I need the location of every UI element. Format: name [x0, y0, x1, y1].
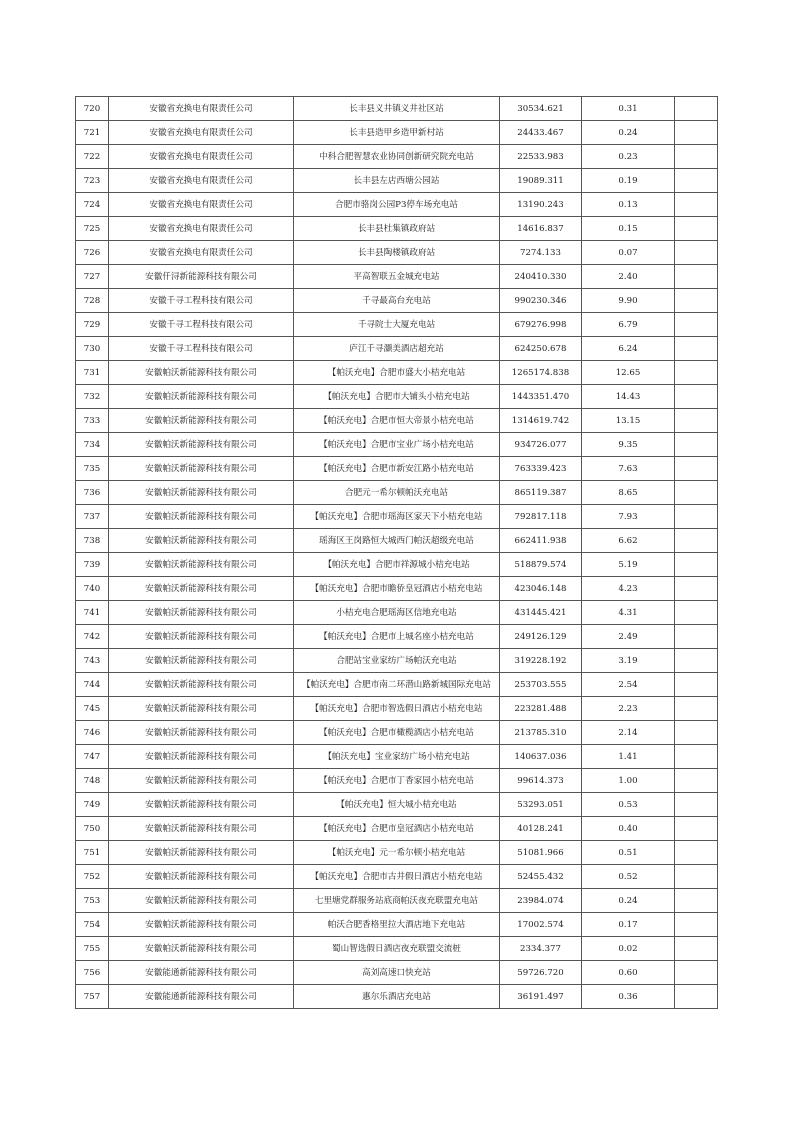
station-cell: 【帕沃充电】合肥市瞻侨皇冠酒店小桔充电站	[294, 577, 500, 601]
station-cell: 七里塘党群服务站底商帕沃夜充联盟充电站	[294, 889, 500, 913]
value-cell: 249126.129	[500, 625, 582, 649]
value-cell: 40128.241	[500, 817, 582, 841]
station-cell: 【帕沃充电】合肥市古井假日酒店小桔充电站	[294, 865, 500, 889]
station-cell: 长丰县陶楼镇政府站	[294, 241, 500, 265]
company-cell: 安徽帕沃新能源科技有限公司	[109, 865, 294, 889]
company-cell: 安徽帕沃新能源科技有限公司	[109, 889, 294, 913]
value-cell: 792817.118	[500, 505, 582, 529]
value-cell: 1314619.742	[500, 409, 582, 433]
share-cell: 7.63	[582, 457, 675, 481]
table-row	[76, 577, 718, 601]
row-number-cell: 728	[76, 289, 109, 313]
station-cell: 【帕沃充电】合肥市宝业广场小桔充电站	[294, 433, 500, 457]
share-cell: 14.43	[582, 385, 675, 409]
company-cell: 安徽帕沃新能源科技有限公司	[109, 817, 294, 841]
company-cell: 安徽帕沃新能源科技有限公司	[109, 913, 294, 937]
share-cell: 4.31	[582, 601, 675, 625]
share-cell: 4.23	[582, 577, 675, 601]
share-cell: 9.35	[582, 433, 675, 457]
row-number-cell: 745	[76, 697, 109, 721]
table-row	[76, 361, 718, 385]
row-number-cell: 740	[76, 577, 109, 601]
company-cell: 安徽千寻工程科技有限公司	[109, 289, 294, 313]
station-cell: 【帕沃充电】合肥市大铺头小桔充电站	[294, 385, 500, 409]
table-row	[76, 265, 718, 289]
table-row	[76, 193, 718, 217]
empty-cell	[675, 793, 718, 817]
row-number-cell: 731	[76, 361, 109, 385]
value-cell: 1265174.838	[500, 361, 582, 385]
table-row	[76, 649, 718, 673]
share-cell: 0.36	[582, 985, 675, 1009]
value-cell: 53293.051	[500, 793, 582, 817]
table-row	[76, 697, 718, 721]
station-cell: 惠尔乐酒店充电站	[294, 985, 500, 1009]
empty-cell	[675, 817, 718, 841]
share-cell: 6.24	[582, 337, 675, 361]
row-number-cell: 737	[76, 505, 109, 529]
station-table	[75, 96, 718, 1009]
share-cell: 2.49	[582, 625, 675, 649]
row-number-cell: 755	[76, 937, 109, 961]
station-cell: 中科合肥智慧农业协同创新研究院充电站	[294, 145, 500, 169]
table-row	[76, 673, 718, 697]
row-number-cell: 739	[76, 553, 109, 577]
station-cell: 【帕沃充电】合肥市盛大小桔充电站	[294, 361, 500, 385]
value-cell: 662411.938	[500, 529, 582, 553]
row-number-cell: 720	[76, 97, 109, 121]
share-cell: 7.93	[582, 505, 675, 529]
share-cell: 0.15	[582, 217, 675, 241]
station-cell: 【帕沃充电】合肥市瑶海区家天下小桔充电站	[294, 505, 500, 529]
row-number-cell: 729	[76, 313, 109, 337]
share-cell: 0.40	[582, 817, 675, 841]
row-number-cell: 730	[76, 337, 109, 361]
value-cell: 213785.310	[500, 721, 582, 745]
company-cell: 安徽帕沃新能源科技有限公司	[109, 769, 294, 793]
row-number-cell: 722	[76, 145, 109, 169]
share-cell: 2.23	[582, 697, 675, 721]
station-cell: 千寻院士大厦充电站	[294, 313, 500, 337]
table-row	[76, 841, 718, 865]
station-cell: 合肥元一希尔顿帕沃充电站	[294, 481, 500, 505]
company-cell: 安徽帕沃新能源科技有限公司	[109, 793, 294, 817]
empty-cell	[675, 433, 718, 457]
station-cell: 【帕沃充电】合肥市恒大帝景小桔充电站	[294, 409, 500, 433]
table-row	[76, 97, 718, 121]
station-cell: 庐江千寻灏美酒店超充站	[294, 337, 500, 361]
share-cell: 0.13	[582, 193, 675, 217]
table-row	[76, 217, 718, 241]
empty-cell	[675, 361, 718, 385]
station-cell: 【帕沃充电】合肥市皇冠酒店小桔充电站	[294, 817, 500, 841]
value-cell: 24433.467	[500, 121, 582, 145]
share-cell: 0.07	[582, 241, 675, 265]
value-cell: 240410.330	[500, 265, 582, 289]
value-cell: 14616.837	[500, 217, 582, 241]
empty-cell	[675, 457, 718, 481]
share-cell: 9.90	[582, 289, 675, 313]
value-cell: 423046.148	[500, 577, 582, 601]
empty-cell	[675, 481, 718, 505]
company-cell: 安徽帕沃新能源科技有限公司	[109, 697, 294, 721]
station-cell: 【帕沃充电】合肥市橄榄酒店小桔充电站	[294, 721, 500, 745]
value-cell: 99614.373	[500, 769, 582, 793]
share-cell: 0.19	[582, 169, 675, 193]
value-cell: 23984.074	[500, 889, 582, 913]
company-cell: 安徽帕沃新能源科技有限公司	[109, 577, 294, 601]
station-cell: 长丰县造甲乡造甲新村站	[294, 121, 500, 145]
share-cell: 0.17	[582, 913, 675, 937]
station-cell: 合肥市骆岗公园P3停车场充电站	[294, 193, 500, 217]
value-cell: 52455.432	[500, 865, 582, 889]
table-row	[76, 145, 718, 169]
company-cell: 安徽帕沃新能源科技有限公司	[109, 529, 294, 553]
empty-cell	[675, 673, 718, 697]
share-cell: 5.19	[582, 553, 675, 577]
table-row	[76, 721, 718, 745]
empty-cell	[675, 217, 718, 241]
empty-cell	[675, 289, 718, 313]
table-row	[76, 481, 718, 505]
share-cell: 0.31	[582, 97, 675, 121]
row-number-cell: 724	[76, 193, 109, 217]
value-cell: 223281.488	[500, 697, 582, 721]
empty-cell	[675, 145, 718, 169]
table-row	[76, 937, 718, 961]
table-row	[76, 121, 718, 145]
empty-cell	[675, 577, 718, 601]
empty-cell	[675, 769, 718, 793]
company-cell: 安徽省充换电有限责任公司	[109, 97, 294, 121]
value-cell: 624250.678	[500, 337, 582, 361]
row-number-cell: 746	[76, 721, 109, 745]
row-number-cell: 753	[76, 889, 109, 913]
station-cell: 千寻最高台充电站	[294, 289, 500, 313]
table-row	[76, 409, 718, 433]
row-number-cell: 733	[76, 409, 109, 433]
value-cell: 2334.377	[500, 937, 582, 961]
value-cell: 59726.720	[500, 961, 582, 985]
empty-cell	[675, 889, 718, 913]
empty-cell	[675, 409, 718, 433]
share-cell: 2.14	[582, 721, 675, 745]
value-cell: 431445.421	[500, 601, 582, 625]
row-number-cell: 757	[76, 985, 109, 1009]
value-cell: 51081.966	[500, 841, 582, 865]
row-number-cell: 751	[76, 841, 109, 865]
empty-cell	[675, 961, 718, 985]
share-cell: 2.54	[582, 673, 675, 697]
share-cell: 0.51	[582, 841, 675, 865]
empty-cell	[675, 841, 718, 865]
company-cell: 安徽帕沃新能源科技有限公司	[109, 409, 294, 433]
share-cell: 0.24	[582, 121, 675, 145]
table-row	[76, 745, 718, 769]
table-row	[76, 457, 718, 481]
share-cell: 13.15	[582, 409, 675, 433]
company-cell: 安徽千寻工程科技有限公司	[109, 313, 294, 337]
table-row	[76, 985, 718, 1009]
company-cell: 安徽能通新能源科技有限公司	[109, 961, 294, 985]
row-number-cell: 742	[76, 625, 109, 649]
row-number-cell: 732	[76, 385, 109, 409]
station-cell: 【帕沃充电】合肥市祥源城小桔充电站	[294, 553, 500, 577]
value-cell: 990230.346	[500, 289, 582, 313]
empty-cell	[675, 193, 718, 217]
table-row	[76, 313, 718, 337]
station-cell: 帕沃合肥香格里拉大酒店地下充电站	[294, 913, 500, 937]
company-cell: 安徽帕沃新能源科技有限公司	[109, 841, 294, 865]
empty-cell	[675, 337, 718, 361]
company-cell: 安徽帕沃新能源科技有限公司	[109, 361, 294, 385]
share-cell: 0.23	[582, 145, 675, 169]
empty-cell	[675, 985, 718, 1009]
station-cell: 蜀山智选假日酒店夜充联盟交流桩	[294, 937, 500, 961]
share-cell: 1.00	[582, 769, 675, 793]
table-row	[76, 625, 718, 649]
empty-cell	[675, 505, 718, 529]
company-cell: 安徽帕沃新能源科技有限公司	[109, 505, 294, 529]
empty-cell	[675, 241, 718, 265]
row-number-cell: 750	[76, 817, 109, 841]
value-cell: 19089.311	[500, 169, 582, 193]
share-cell: 0.52	[582, 865, 675, 889]
table-row	[76, 337, 718, 361]
company-cell: 安徽能通新能源科技有限公司	[109, 985, 294, 1009]
company-cell: 安徽省充换电有限责任公司	[109, 145, 294, 169]
table-row	[76, 889, 718, 913]
table-row	[76, 289, 718, 313]
table-row	[76, 913, 718, 937]
row-number-cell: 754	[76, 913, 109, 937]
value-cell: 934726.077	[500, 433, 582, 457]
company-cell: 安徽帕沃新能源科技有限公司	[109, 385, 294, 409]
company-cell: 安徽帕沃新能源科技有限公司	[109, 649, 294, 673]
row-number-cell: 748	[76, 769, 109, 793]
table-row	[76, 553, 718, 577]
company-cell: 安徽帕沃新能源科技有限公司	[109, 937, 294, 961]
table-row	[76, 793, 718, 817]
table-row	[76, 817, 718, 841]
row-number-cell: 756	[76, 961, 109, 985]
row-number-cell: 734	[76, 433, 109, 457]
row-number-cell: 747	[76, 745, 109, 769]
company-cell: 安徽帕沃新能源科技有限公司	[109, 601, 294, 625]
value-cell: 253703.555	[500, 673, 582, 697]
station-cell: 小桔充电合肥瑶海区信地充电站	[294, 601, 500, 625]
table-row	[76, 529, 718, 553]
empty-cell	[675, 697, 718, 721]
company-cell: 安徽帕沃新能源科技有限公司	[109, 457, 294, 481]
station-cell: 【帕沃充电】恒大城小桔充电站	[294, 793, 500, 817]
table-row	[76, 601, 718, 625]
row-number-cell: 744	[76, 673, 109, 697]
value-cell: 7274.133	[500, 241, 582, 265]
company-cell: 安徽省充换电有限责任公司	[109, 241, 294, 265]
empty-cell	[675, 385, 718, 409]
company-cell: 安徽帕沃新能源科技有限公司	[109, 673, 294, 697]
row-number-cell: 741	[76, 601, 109, 625]
station-cell: 【帕沃充电】合肥市上城名座小桔充电站	[294, 625, 500, 649]
table-body	[76, 97, 718, 1009]
table-row	[76, 385, 718, 409]
share-cell: 0.53	[582, 793, 675, 817]
value-cell: 518879.574	[500, 553, 582, 577]
row-number-cell: 735	[76, 457, 109, 481]
share-cell: 6.62	[582, 529, 675, 553]
company-cell: 安徽帕沃新能源科技有限公司	[109, 721, 294, 745]
table-row	[76, 961, 718, 985]
row-number-cell: 726	[76, 241, 109, 265]
station-cell: 瑶海区王岗路恒大城西门帕沃超级充电站	[294, 529, 500, 553]
station-cell: 高刘高速口快充站	[294, 961, 500, 985]
empty-cell	[675, 601, 718, 625]
share-cell: 0.02	[582, 937, 675, 961]
company-cell: 安徽帕沃新能源科技有限公司	[109, 745, 294, 769]
value-cell: 865119.387	[500, 481, 582, 505]
table-row	[76, 433, 718, 457]
empty-cell	[675, 865, 718, 889]
value-cell: 140637.036	[500, 745, 582, 769]
table-row	[76, 505, 718, 529]
table-row	[76, 865, 718, 889]
empty-cell	[675, 265, 718, 289]
empty-cell	[675, 913, 718, 937]
row-number-cell: 721	[76, 121, 109, 145]
row-number-cell: 725	[76, 217, 109, 241]
row-number-cell: 736	[76, 481, 109, 505]
company-cell: 安徽帕沃新能源科技有限公司	[109, 433, 294, 457]
company-cell: 安徽帕沃新能源科技有限公司	[109, 481, 294, 505]
empty-cell	[675, 721, 718, 745]
station-cell: 长丰县左店西塘公园站	[294, 169, 500, 193]
empty-cell	[675, 169, 718, 193]
table-row	[76, 169, 718, 193]
empty-cell	[675, 529, 718, 553]
empty-cell	[675, 553, 718, 577]
station-cell: 合肥站宝业家纺广场帕沃充电站	[294, 649, 500, 673]
company-cell: 安徽帕沃新能源科技有限公司	[109, 625, 294, 649]
value-cell: 1443351.470	[500, 385, 582, 409]
value-cell: 13190.243	[500, 193, 582, 217]
share-cell: 0.60	[582, 961, 675, 985]
station-cell: 【帕沃充电】合肥市新安江路小桔充电站	[294, 457, 500, 481]
company-cell: 安徽省充换电有限责任公司	[109, 193, 294, 217]
station-cell: 长丰县义井镇义井社区站	[294, 97, 500, 121]
row-number-cell: 749	[76, 793, 109, 817]
empty-cell	[675, 313, 718, 337]
value-cell: 17002.574	[500, 913, 582, 937]
share-cell: 8.65	[582, 481, 675, 505]
station-cell: 【帕沃充电】合肥市智选假日酒店小桔充电站	[294, 697, 500, 721]
company-cell: 安徽帕沃新能源科技有限公司	[109, 553, 294, 577]
empty-cell	[675, 745, 718, 769]
empty-cell	[675, 649, 718, 673]
share-cell: 6.79	[582, 313, 675, 337]
empty-cell	[675, 937, 718, 961]
share-cell: 2.40	[582, 265, 675, 289]
row-number-cell: 738	[76, 529, 109, 553]
station-cell: 长丰县杜集镇政府站	[294, 217, 500, 241]
value-cell: 679276.998	[500, 313, 582, 337]
row-number-cell: 723	[76, 169, 109, 193]
value-cell: 22533.983	[500, 145, 582, 169]
station-cell: 【帕沃充电】合肥市丁香家园小桔充电站	[294, 769, 500, 793]
empty-cell	[675, 625, 718, 649]
share-cell: 3.19	[582, 649, 675, 673]
company-cell: 安徽省充换电有限责任公司	[109, 121, 294, 145]
station-cell: 【帕沃充电】合肥市南二环潜山路新城国际充电站	[294, 673, 500, 697]
share-cell: 1.41	[582, 745, 675, 769]
station-cell: 平高智联五金城充电站	[294, 265, 500, 289]
empty-cell	[675, 97, 718, 121]
row-number-cell: 743	[76, 649, 109, 673]
empty-cell	[675, 121, 718, 145]
row-number-cell: 752	[76, 865, 109, 889]
table-row	[76, 241, 718, 265]
row-number-cell: 727	[76, 265, 109, 289]
value-cell: 319228.192	[500, 649, 582, 673]
station-cell: 【帕沃充电】宝业家纺广场小桔充电站	[294, 745, 500, 769]
share-cell: 12.65	[582, 361, 675, 385]
company-cell: 安徽仟浔新能源科技有限公司	[109, 265, 294, 289]
station-cell: 【帕沃充电】元一希尔顿小桔充电站	[294, 841, 500, 865]
company-cell: 安徽省充换电有限责任公司	[109, 169, 294, 193]
value-cell: 36191.497	[500, 985, 582, 1009]
value-cell: 763339.423	[500, 457, 582, 481]
table-row	[76, 769, 718, 793]
company-cell: 安徽千寻工程科技有限公司	[109, 337, 294, 361]
value-cell: 30534.621	[500, 97, 582, 121]
share-cell: 0.24	[582, 889, 675, 913]
company-cell: 安徽省充换电有限责任公司	[109, 217, 294, 241]
